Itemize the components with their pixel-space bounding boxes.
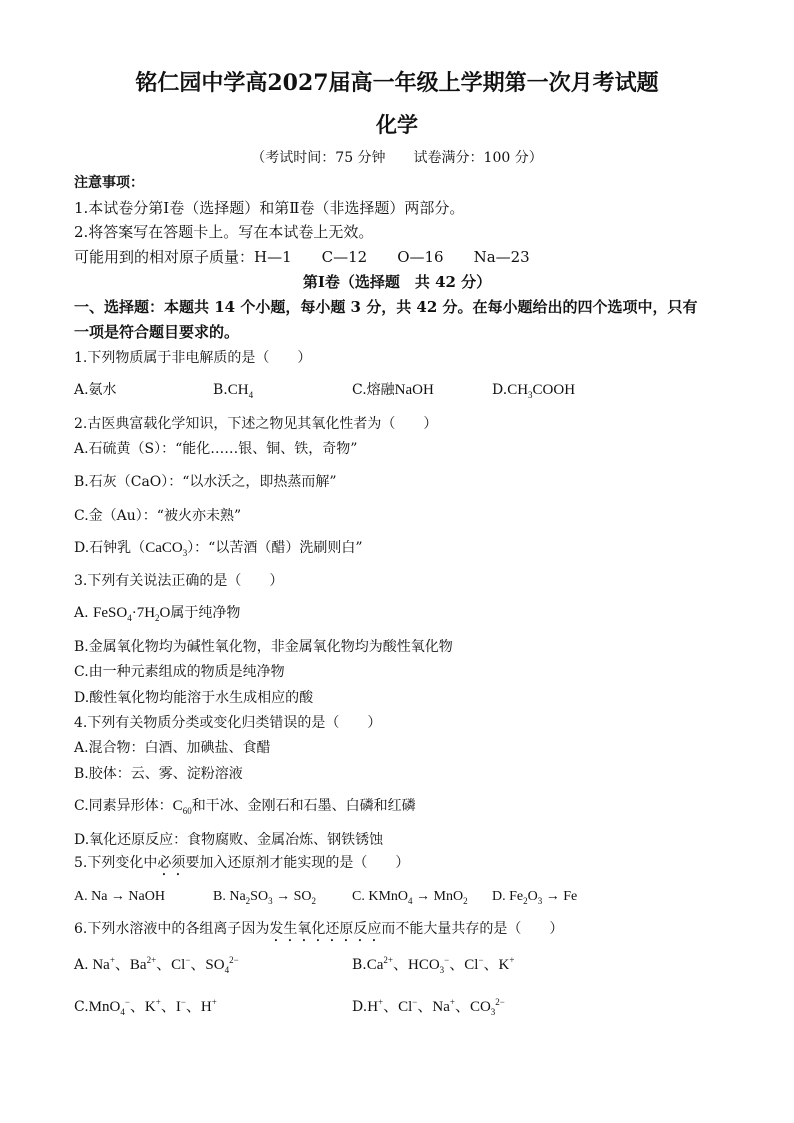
q1-option-b-label: B. xyxy=(213,382,228,398)
q1-option-d xyxy=(492,381,575,399)
question-2-stem: 2.古医典富载化学知识，下述之物见其氧化性者为（ ） xyxy=(74,416,438,432)
q5-stem-post: 要加入还原剂才能实现的是（ ） xyxy=(185,855,410,871)
q2-option-d-formula: CaCO$_3$ xyxy=(145,540,188,558)
q1-option-c-formula: NaOH xyxy=(394,382,434,398)
q5-option-a: A. Na → NaOH xyxy=(74,889,165,904)
q4-option-a: A.混合物：白酒、加碘盐、食醋 xyxy=(74,740,271,756)
notes-heading: 注意事项： xyxy=(74,175,144,191)
question-4-stem: 4.下列有关物质分类或变化归类错误的是（ ） xyxy=(74,715,382,731)
q3-option-a-formula: $FeSO_4\cdot 7H_2O$ xyxy=(93,605,171,623)
atomic-masses: 可能用到的相对原子质量：H—1 C—12 O—16 Na—23 xyxy=(74,248,530,266)
q6-option-d-ions: H+、Cl−、Na+、$CO_3^{2-}$ xyxy=(367,997,505,1017)
q2-option-c: C.金（Au）：“被火亦未熟” xyxy=(74,508,242,524)
q6-option-b-label: B. xyxy=(352,957,367,973)
question-3-stem: 3.下列有关说法正确的是（ ） xyxy=(74,573,284,589)
q6-stem-emphasis: 发生氧化还原反应 xyxy=(269,921,382,937)
q6-option-c-label: C. xyxy=(74,999,89,1015)
q3-option-a-suffix: 属于纯净物 xyxy=(170,605,241,621)
q3-option-c: C.由一种元素组成的物质是纯净物 xyxy=(74,664,285,680)
q2-option-a: A.石硫黄（S）：“能化……银、铜、铁，奇物” xyxy=(74,441,358,457)
q2-option-b: B.石灰（CaO）：“以水沃之，即热蒸而解” xyxy=(74,474,337,490)
q6-stem-pre: 6.下列水溶液中的各组离子因为 xyxy=(74,921,270,937)
q3-option-a xyxy=(74,604,240,622)
q5-stem-emphasis: 必须 xyxy=(157,855,186,871)
q4-option-c-formula: $C_{60}$ xyxy=(172,798,192,816)
q6-option-a xyxy=(74,956,239,974)
q1-option-d-label: D. xyxy=(492,382,508,398)
q1-option-b xyxy=(213,381,253,399)
q4-option-d: D.氧化还原反应：食物腐败、金属冶炼、钢铁锈蚀 xyxy=(74,832,384,848)
q2-option-d xyxy=(74,539,363,557)
q3-option-a-label: A. xyxy=(74,605,94,621)
q4-option-c-suffix: 和干冰、金刚石和石墨、白磷和红磷 xyxy=(191,798,416,814)
q2-option-d-suffix: ）：“以苦酒（醋）洗刷则白” xyxy=(187,540,363,556)
q6-option-d xyxy=(352,998,505,1016)
note-item-1: 1.本试卷分第Ⅰ卷（选择题）和第Ⅱ卷（非选择题）两部分。 xyxy=(74,199,465,217)
q3-option-b: B.金属氧化物均为碱性氧化物，非金属氧化物均为酸性氧化物 xyxy=(74,639,453,655)
q5-option-c: C. KMnO$_4$ → MnO$_2$ xyxy=(352,889,468,906)
exam-title: 铭仁园中学高2027届高一年级上学期第一次月考试题 xyxy=(135,70,659,96)
q1-option-a: A.氨水 xyxy=(74,382,117,398)
question-5-stem xyxy=(74,854,409,879)
section-instructions-line2: 一项是符合题目要求的。 xyxy=(74,323,240,341)
q6-option-c xyxy=(74,998,217,1016)
q6-option-b-ions: $Ca^{2+}$、$HCO_3^-$、Cl−、K+ xyxy=(366,955,515,975)
question-6-stem xyxy=(74,920,563,945)
subject-title: 化学 xyxy=(376,112,418,137)
q2-option-d-prefix: D.石钟乳（ xyxy=(74,540,146,556)
q4-option-c-prefix: C.同素异形体： xyxy=(74,798,173,814)
question-1-stem: 1.下列物质属于非电解质的是（ ） xyxy=(74,350,312,366)
q5-option-d: D. $Fe_2O_3 \to Fe$ xyxy=(492,889,578,906)
note-item-2: 2.将答案写在答题卡上。写在本试卷上无效。 xyxy=(74,223,374,241)
q1-option-c-label: C.熔融 xyxy=(352,382,395,398)
q6-option-d-label: D. xyxy=(352,999,368,1015)
part1-heading: 第Ⅰ卷（选择题 共 42 分） xyxy=(302,273,492,291)
q5-option-b: B. $Na_2SO_3 \to SO_2$ xyxy=(213,889,316,906)
q6-option-a-ions: Na+、$Ba^{2+}$、Cl−、$SO_4^{2-}$ xyxy=(88,955,239,975)
exam-info: （考试时间：75 分钟 试卷满分：100 分） xyxy=(251,150,543,166)
q6-option-a-label: A. xyxy=(74,957,89,973)
q6-option-c-ions: MnO$_4$−、K+、I−、H+ xyxy=(88,997,217,1017)
q6-option-b xyxy=(352,956,514,974)
q1-option-c xyxy=(352,381,434,399)
q3-option-d: D.酸性氧化物均能溶于水生成相应的酸 xyxy=(74,690,314,706)
q1-option-d-formula: $CH_3COOH$ xyxy=(507,382,576,400)
section-instructions-line1: 一、选择题：本题共 14 个小题，每小题 3 分，共 42 分。在每小题给出的四个选项中，只有 xyxy=(74,298,698,316)
q4-option-b: B.胶体：云、雾、淀粉溶液 xyxy=(74,766,243,782)
q5-stem-pre: 5.下列变化中 xyxy=(74,855,158,871)
q1-option-b-formula: $CH_4$ xyxy=(227,382,254,400)
q6-stem-post: 而不能大量共存的是（ ） xyxy=(381,921,564,937)
q4-option-c xyxy=(74,797,416,815)
